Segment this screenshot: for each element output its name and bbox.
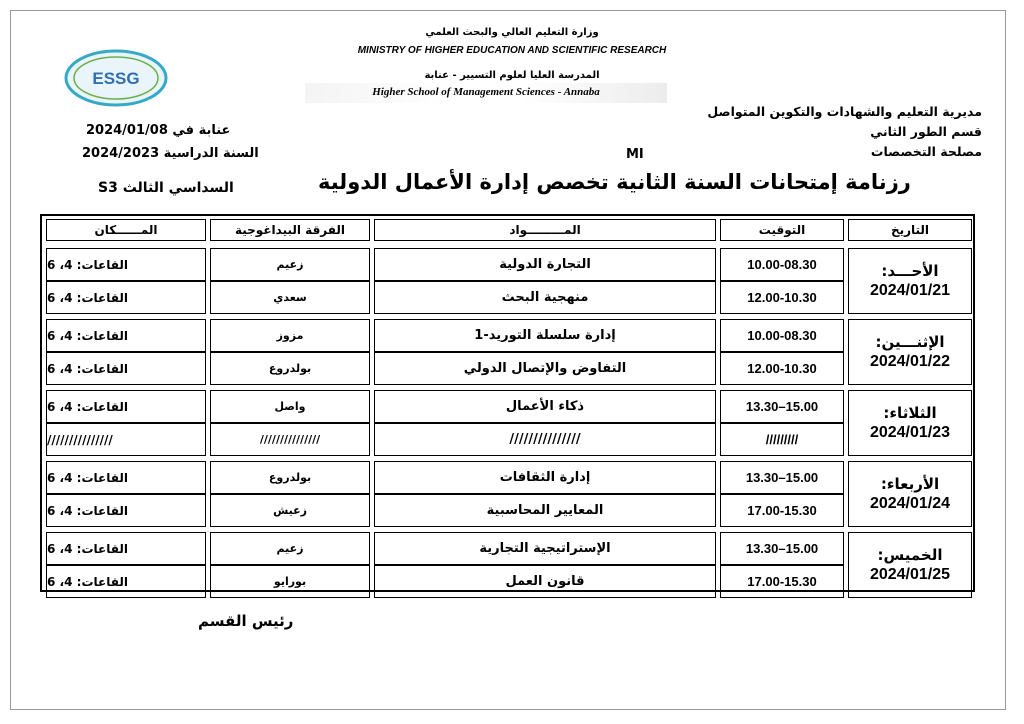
svg-text:ESSG: ESSG [92, 69, 140, 88]
day-name: الثلاثاء: [883, 404, 937, 422]
day-date: 2024/01/25 [869, 566, 951, 583]
day-cell [848, 319, 972, 385]
mi-label: MI [626, 147, 644, 162]
exam-time: 17.00-15.30 [720, 565, 844, 598]
exam-subject: قانون العمل [374, 565, 716, 598]
day-name: الإثنـــين: [875, 333, 945, 351]
academic-year: السنة الدراسية 2024/2023 [82, 146, 259, 161]
directorate-label: مديرية التعليم والشهادات والتكوين المتواصل [707, 104, 982, 119]
day-date: 2024/01/24 [869, 495, 951, 512]
header-group: الفرقة البيداغوجية [210, 219, 370, 241]
exam-time: 15.00–13.30 [720, 461, 844, 494]
exam-time: 15.00–13.30 [720, 390, 844, 423]
signature-label: رئيس القسم [198, 612, 294, 630]
exam-place: القاعات: 4، 6 [46, 494, 206, 527]
exam-subject: المعايير المحاسبية [374, 494, 716, 527]
exam-place: القاعات: 4، 6 [46, 319, 206, 352]
semester-label: السداسي الثالث S3 [98, 180, 234, 196]
exam-schedule-table [40, 214, 975, 592]
exam-subject: منهجية البحث [374, 281, 716, 314]
exam-subject: /////////////// [374, 423, 716, 456]
day-date: 2024/01/22 [869, 353, 951, 370]
day-cell [848, 461, 972, 527]
exam-place: القاعات: 4، 6 [46, 352, 206, 385]
service-label: مصلحة التخصصات [870, 144, 982, 159]
exam-time: 12.00-10.30 [720, 352, 844, 385]
day-name: الأحـــد: [881, 262, 939, 280]
exam-group: سعدي [210, 281, 370, 314]
exam-subject: ذكاء الأعمال [374, 390, 716, 423]
exam-time: ///////// [720, 423, 844, 456]
exam-time: 15.00–13.30 [720, 532, 844, 565]
exam-subject: الإستراتيجية التجارية [374, 532, 716, 565]
administration-block [707, 102, 982, 162]
exam-group: بورايو [210, 565, 370, 598]
exam-place: /////////////// [46, 423, 206, 456]
header-time: التوقيت [720, 219, 844, 241]
exam-group: زعيش [210, 494, 370, 527]
exam-group: بولدروع [210, 352, 370, 385]
exam-time: 10.00-08.30 [720, 319, 844, 352]
exam-time: 10.00-08.30 [720, 248, 844, 281]
exam-subject: إدارة الثقافات [374, 461, 716, 494]
exam-subject: التجارة الدولية [374, 248, 716, 281]
exam-subject: التفاوض والإتصال الدولي [374, 352, 716, 385]
header-place: المــــــكان [46, 219, 206, 241]
exam-group: زعيم [210, 248, 370, 281]
exam-time: 12.00-10.30 [720, 281, 844, 314]
school-english: Higher School of Management Sciences - Annaba [372, 86, 600, 98]
exam-group: زعيم [210, 532, 370, 565]
page-title: رزنامة إمتحانات السنة الثانية تخصص إدارة الأعمال الدولية [318, 170, 911, 194]
exam-group: واصل [210, 390, 370, 423]
exam-place: القاعات: 4، 6 [46, 565, 206, 598]
day-cell [848, 532, 972, 598]
exam-subject: إدارة سلسلة التوريد-1 [374, 319, 716, 352]
exam-place: القاعات: 4، 6 [46, 461, 206, 494]
ministry-english: MINISTRY OF HIGHER EDUCATION AND SCIENTIFIC RESEARCH [357, 45, 667, 56]
day-date: 2024/01/21 [869, 282, 951, 299]
exam-place: القاعات: 4، 6 [46, 281, 206, 314]
day-date: 2024/01/23 [869, 424, 951, 441]
exam-time: 17.00-15.30 [720, 494, 844, 527]
exam-group: مزوز [210, 319, 370, 352]
day-cell [848, 248, 972, 314]
exam-group: بولدروع [210, 461, 370, 494]
exam-place: القاعات: 4، 6 [46, 248, 206, 281]
day-cell [848, 390, 972, 456]
department-label: قسم الطور الثاني [870, 124, 982, 139]
school-arabic: المدرسة العليا لعلوم التسيير - عنابة [424, 70, 600, 81]
day-name: الأربعاء: [880, 475, 940, 493]
ministry-arabic: وزارة التعليم العالي والبحث العلمي [425, 27, 599, 38]
header-subject: المـــــــــواد [374, 219, 716, 241]
exam-place: القاعات: 4، 6 [46, 390, 206, 423]
exam-group: /////////////// [210, 423, 370, 456]
header-date: التاريخ [848, 219, 972, 241]
day-name: الخميس: [877, 546, 943, 564]
exam-place: القاعات: 4، 6 [46, 532, 206, 565]
issue-date: عنابة في 2024/01/08 [86, 123, 231, 138]
